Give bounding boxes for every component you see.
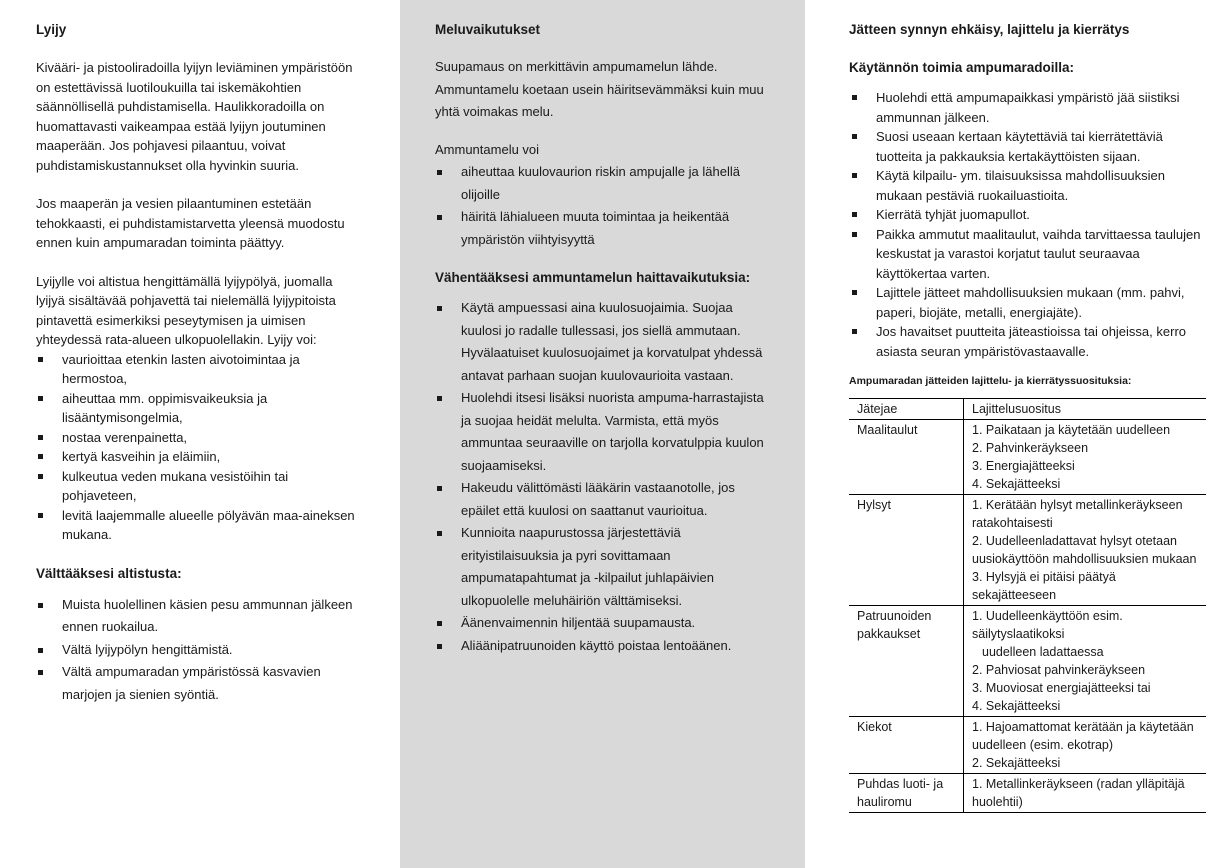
recommendation-line: 1. Metallinkeräykseen (radan ylläpitäjä huolehtii) xyxy=(972,777,1185,809)
list-item: levitä laajemmalle alueelle pölyävän maa-aineksen mukana. xyxy=(36,506,360,545)
table-cell-type: Kiekot xyxy=(849,717,964,774)
lead-paragraph-2: Jos maaperän ja vesien pilaantuminen estetään tehokkaasti, ei puhdistamistarvetta yleensä muodostu ennen kuin ampumaradan toiminta päättyy. xyxy=(36,196,345,250)
list-item: kertyä kasveihin ja eläimiin, xyxy=(36,447,360,467)
recommendation-line: 1. Hajoamattomat kerätään ja käytetään uudelleen (esim. ekotrap) xyxy=(972,720,1194,752)
recommendation-line: 2. Pahvinkeräykseen xyxy=(972,441,1089,455)
table-cell-recommendation xyxy=(964,717,1207,774)
lead-column xyxy=(0,0,400,868)
waste-column xyxy=(805,0,1229,868)
list-item: aiheuttaa mm. oppimisvaikeuksia ja lisääntymisongelmia, xyxy=(36,389,360,428)
table-cell-recommendation xyxy=(964,606,1207,717)
recommendation-line: 3. Hylsyjä ei pitäisi päätyä sekajätteeseen xyxy=(972,570,1116,602)
column-header-recommendation: Lajittelusuositus xyxy=(964,399,1207,420)
noise-heading: Meluvaikutukset xyxy=(435,22,541,37)
table-cell-type: Hylsyt xyxy=(849,495,964,606)
list-item: Lajittele jätteet mahdollisuuksien mukaan (mm. pahvi, paperi, biojäte, metalli, energiajäte). xyxy=(849,283,1201,322)
table-row xyxy=(849,606,1206,717)
list-item: Vältä lyijypölyn hengittämistä. xyxy=(36,639,360,662)
waste-sorting-table xyxy=(849,398,1206,813)
recommendation-line: 4. Sekajätteeksi xyxy=(972,699,1061,713)
reduce-heading: Vähentääksesi ammuntamelun haittavaikutuksia: xyxy=(435,270,751,285)
table-cell-recommendation xyxy=(964,495,1207,606)
avoid-list xyxy=(36,594,360,707)
table-cell-type: Patruunoiden pakkaukset xyxy=(849,606,964,717)
recommendation-line: 1. Uudelleenkäyttöön esim. säilytyslaatikoksi xyxy=(972,609,1123,641)
column-header-type: Jätejae xyxy=(849,399,964,420)
list-item: kulkeutua veden mukana vesistöihin tai pohjaveteen, xyxy=(36,467,360,506)
recommendation-line: 3. Muoviosat energiajätteeksi tai xyxy=(972,681,1151,695)
waste-heading: Jätteen synnyn ehkäisy, lajittelu ja kierrätys xyxy=(849,22,1130,37)
list-item: Käytä ampuessasi aina kuulosuojaimia. Suojaa kuulosi jo radalle tullessasi, jos siellä ammutaan. Hyvälaatuiset kuulosuojaimet ja korvatulpat yhdessä antavat parhaan suojan kuulovaurioita vastaan. xyxy=(435,297,775,387)
lead-paragraph-3: Lyijylle voi altistua hengittämällä lyijypölyä, juomalla lyijyä sisältävää pohjavettä tai nielemällä lyijypitoista pintavettä esimerkiksi peseytymisen ja uimisen yhteydessä rata-alueen ulkopuolellakin. Lyijy voi: xyxy=(36,273,336,347)
avoid-heading: Välttääksesi altistusta: xyxy=(36,565,182,581)
table-row xyxy=(849,717,1206,774)
recommendation-line: 3. Energiajätteeksi xyxy=(972,459,1075,473)
table-row xyxy=(849,495,1206,606)
list-item: nostaa verenpainetta, xyxy=(36,428,360,448)
recommendation-line: 2. Uudelleenladattavat hylsyt otetaan uusiokäyttöön mahdollisuuksien mukaan xyxy=(972,534,1197,566)
reduce-list xyxy=(435,297,775,657)
recommendation-line: 1. Kerätään hylsyt metallinkeräykseen ratakohtaisesti xyxy=(972,498,1183,530)
recommendation-line: 2. Sekajätteeksi xyxy=(972,756,1061,770)
list-item: Jos havaitset puutteita jäteastioissa tai ohjeissa, kerro asiasta seuran ympäristövastaavalle. xyxy=(849,322,1201,361)
noise-column xyxy=(400,0,805,868)
list-item: Suosi useaan kertaan käytettäviä tai kierrätettäviä tuotteita ja pakkauksia kertakäyttöisten sijaan. xyxy=(849,127,1201,166)
recommendation-line: uudelleen ladattaessa xyxy=(982,645,1104,659)
list-item: Äänenvaimennin hiljentää suupamausta. xyxy=(435,612,775,635)
list-item: vaurioittaa etenkin lasten aivotoimintaa ja hermostoa, xyxy=(36,350,360,389)
list-item: Paikka ammutut maalitaulut, vaihda tarvittaessa taulujen keskustat ja varastoi korjatut taulut seuraavaa käyttökertaa varten. xyxy=(849,225,1201,284)
noise-effects-list xyxy=(435,161,775,251)
list-item: aiheuttaa kuulovaurion riskin ampujalle ja lähellä olijoille xyxy=(435,161,775,206)
waste-actions-list xyxy=(849,88,1201,361)
recommendation-line: 4. Sekajätteeksi xyxy=(972,477,1061,491)
list-item: Vältä ampumaradan ympäristössä kasvavien marjojen ja sienien syöntiä. xyxy=(36,661,360,706)
lead-paragraph-1: Kivääri- ja pistooliradoilla lyijyn leviäminen ympäristöön on estettävissä luotiloukuilla tai iskemäkohtien säännöllisellä puhdistamisella. Haulikkoradoilla on huomattavasti vaikeampaa estää lyijyn joutuminen maaperään. Jos pohjavesi pilaantuu, voivat puhdistamiskustannukset olla hyvinkin suuria. xyxy=(36,60,353,173)
table-title: Ampumaradan jätteiden lajittelu- ja kierrätyssuosituksia: xyxy=(849,375,1132,387)
table-row xyxy=(849,420,1206,495)
table-cell-type: Maalitaulut xyxy=(849,420,964,495)
table-cell-type: Puhdas luoti- ja hauliromu xyxy=(849,774,964,813)
list-item: Hakeudu välittömästi lääkärin vastaanotolle, jos epäilet että kuulosi on saattanut vaurioitua. xyxy=(435,477,775,522)
noise-paragraph-2: Ammuntamelu voi xyxy=(435,141,540,157)
waste-sub-heading: Käytännön toimia ampumaradoilla: xyxy=(849,60,1075,75)
list-item: Huolehdi itsesi lisäksi nuorista ampuma-harrastajista ja suojaa heidät melulta. Varmista, että myös ammuntaa seuraaville on tarjolla korvatulppia kuulon suojaamiseksi. xyxy=(435,387,775,477)
lead-heading: Lyijy xyxy=(36,22,67,37)
list-item: Käytä kilpailu- ym. tilaisuuksissa mahdollisuuksien mukaan pestäviä ruokailuastioita. xyxy=(849,166,1201,205)
recommendation-line: 1. Paikataan ja käytetään uudelleen xyxy=(972,423,1171,437)
table-cell-recommendation xyxy=(964,774,1207,813)
list-item: Muista huolellinen käsien pesu ammunnan jälkeen ennen ruokailua. xyxy=(36,594,360,639)
table-cell-recommendation xyxy=(964,420,1207,495)
list-item: Kierrätä tyhjät juomapullot. xyxy=(849,205,1201,225)
table-header-row xyxy=(849,399,1206,420)
lead-effects-list xyxy=(36,350,360,545)
list-item: Huolehdi että ampumapaikkasi ympäristö jää siistiksi ammunnan jälkeen. xyxy=(849,88,1201,127)
noise-paragraph-1: Suupamaus on merkittävin ampumamelun lähde. Ammuntamelu koetaan usein häiritsevämmäksi kuin muu yhtä voimakas melu. xyxy=(435,59,764,119)
list-item: Aliäänipatruunoiden käyttö poistaa lentoäänen. xyxy=(435,635,775,658)
table-row xyxy=(849,774,1206,813)
list-item: Kunnioita naapurustossa järjestettäviä erityistilaisuuksia ja pyri sovittamaan ampumatapahtumat ja -kilpailut juhlapäivien ulkopuolelle meluhäiriön välttämiseksi. xyxy=(435,522,775,612)
recommendation-line: 2. Pahviosat pahvinkeräykseen xyxy=(972,663,1146,677)
list-item: häiritä lähialueen muuta toimintaa ja heikentää ympäristön viihtyisyyttä xyxy=(435,206,775,251)
